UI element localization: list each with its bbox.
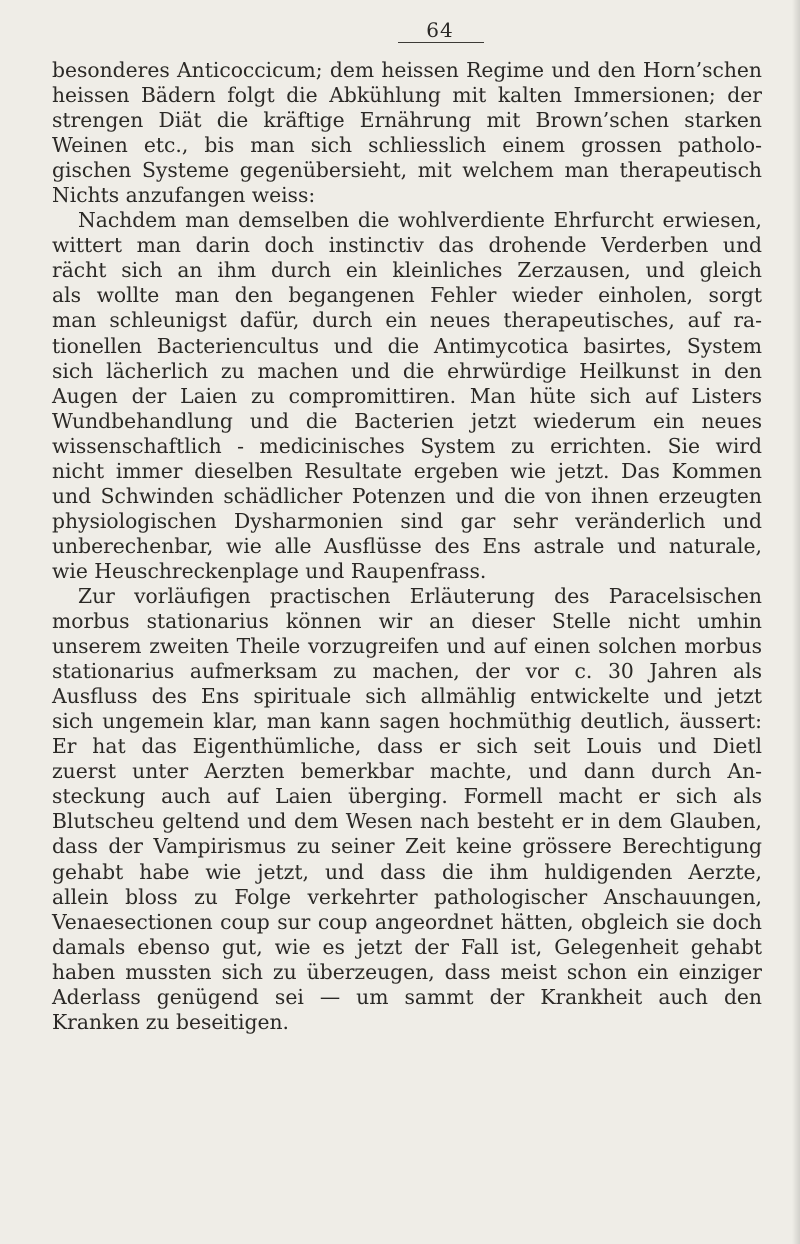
text-line: wittert man darin doch instinctiv das drohende Verderben und [52,233,762,258]
text-line: stationarius aufmerksam zu machen, der vor c. 30 Jahren als [52,659,762,684]
text-line: rächt sich an ihm durch ein kleinliches Zerzausen, und gleich [52,258,762,283]
text-line: Blutscheu geltend und dem Wesen nach besteht er in dem Glauben, [52,809,762,834]
text-line: Ausfluss des Ens spirituale sich allmählig entwickelte und jetzt [52,684,762,709]
text-line: sich lächerlich zu machen und die ehrwürdige Heilkunst in den [52,358,762,383]
text-line: Nichts anzufangen weiss: [52,183,316,208]
text-line: Wundbehandlung und die Bacterien jetzt wiederum ein neues [52,408,762,433]
text-line: nicht immer dieselben Resultate ergeben wie jetzt. Das Kommen [52,458,762,483]
text-line: wissenschaftlich - medicinisches System zu errichten. Sie wird [52,433,762,458]
text-line: Venaesectionen coup sur coup angeordnet hätten, obgleich sie doch [52,909,762,934]
text-line: unberechenbar, wie alle Ausflüsse des Ens astrale und naturale, [52,533,762,558]
text-line: besonderes Anticoccicum; dem heissen Regime und den Horn’schen [52,58,762,82]
text-line: gischen Systeme gegenübersieht, mit welchem man therapeutisch [52,158,762,183]
text-line: physiologischen Dysharmonien sind gar sehr veränderlich und [52,508,762,533]
text-line: heissen Bädern folgt die Abkühlung mit kalten Immersionen; der [52,83,762,108]
text-line: morbus stationarius können wir an dieser Stelle nicht umhin [52,609,762,634]
body-text [52,58,762,1035]
text-line: Augen der Laien zu compromittiren. Man hüte sich auf Listers [52,383,762,408]
text-line: wie Heuschreckenplage und Raupenfrass. [52,558,487,583]
text-line: Aderlass genügend sei — um sammt der Krankheit auch den [52,984,762,1009]
paragraph [52,584,762,1035]
text-line: dass der Vampirismus zu seiner Zeit keine grössere Berechtigung [52,834,762,859]
text-line: tionellen Bacteriencultus und die Antimycotica basirtes, System [52,333,762,358]
text-line: man schleunigst dafür, durch ein neues therapeutisches, auf ra- [52,308,762,333]
text-line: Er hat das Eigenthümliche, dass er sich seit Louis und Dietl [52,734,762,759]
text-line: sich ungemein klar, man kann sagen hochmüthig deutlich, äussert: [52,709,762,734]
text-line: haben mussten sich zu überzeugen, dass meist schon ein einziger [52,959,762,984]
text-line: strengen Diät die kräftige Ernährung mit Brown’schen starken [52,108,762,133]
text-line: gehabt habe wie jetzt, und dass die ihm huldigenden Aerzte, [52,859,762,884]
page-number: 64 [426,18,454,42]
text-line: und Schwinden schädlicher Potenzen und die von ihnen erzeugten [52,483,762,508]
paragraph [52,208,762,584]
page-edge-shadow [792,0,800,1244]
text-line: Zur vorläufigen practischen Erläuterung des Paracelsischen [78,583,762,608]
text-line: unserem zweiten Theile vorzugreifen und auf einen solchen morbus [52,634,762,659]
text-line: steckung auch auf Laien überging. Formell macht er sich als [52,784,762,809]
text-line: Weinen etc., bis man sich schliesslich einem grossen patholo- [52,133,762,158]
paragraph [52,58,762,208]
text-line: als wollte man den begangenen Fehler wieder einholen, sorgt [52,283,762,308]
text-line: Kranken zu beseitigen. [52,1009,290,1034]
text-line: damals ebenso gut, wie es jetzt der Fall ist, Gelegenheit gehabt [52,934,762,959]
text-line: zuerst unter Aerzten bemerkbar machte, und dann durch An- [52,759,762,784]
text-line: Nachdem man demselben die wohlverdiente Ehrfurcht erwiesen, [78,208,762,233]
text-line: allein bloss zu Folge verkehrter pathologischer Anschauungen, [52,884,762,909]
page-number-rule [398,42,484,43]
